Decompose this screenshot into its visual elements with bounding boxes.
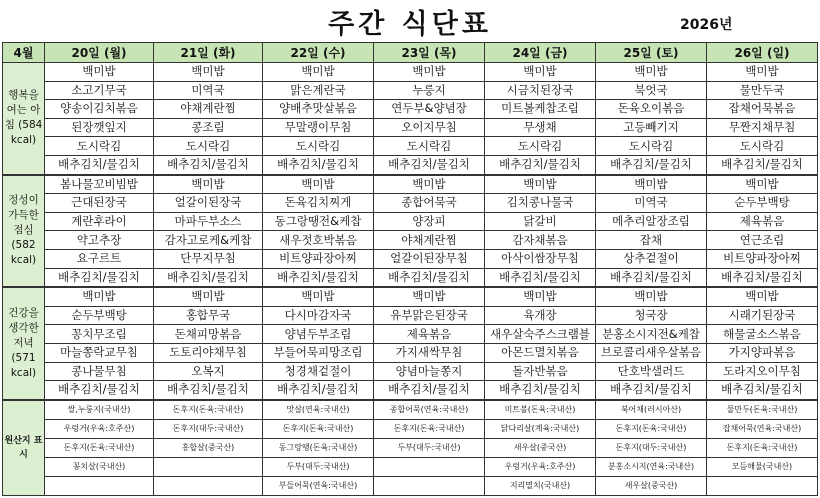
menu-item: 잡채 <box>596 231 707 250</box>
menu-item: 돌자반볶음 <box>485 362 596 381</box>
menu-item: 시금치된장국 <box>485 81 596 100</box>
menu-item: 아삭이쌈장무침 <box>485 249 596 268</box>
menu-item: 마늘쫑락교무침 <box>45 343 154 362</box>
origin-row <box>3 476 818 495</box>
menu-item: 배추김치/물김치 <box>485 268 596 287</box>
menu-item: 고등빼기지 <box>596 118 707 137</box>
origin-item: 미트볼(돈육:국내산) <box>485 400 596 420</box>
origin-item: 잡채어묵(연육:국내산) <box>707 419 818 438</box>
menu-body <box>3 63 818 496</box>
meal-row <box>3 249 818 268</box>
menu-item: 도시락김 <box>596 137 707 156</box>
menu-item: 메추리알장조림 <box>596 212 707 231</box>
menu-item: 오이지무침 <box>374 118 485 137</box>
menu-item: 오복지 <box>154 362 263 381</box>
menu-item: 분홍소시지전&케찹 <box>596 325 707 344</box>
origin-item <box>374 457 485 476</box>
menu-item: 백미밥 <box>596 287 707 306</box>
menu-item: 배추김치/물김치 <box>596 381 707 400</box>
weekly-menu-table <box>2 42 818 496</box>
origin-label: 원산지 표시 <box>3 400 45 496</box>
menu-item: 무생채 <box>485 118 596 137</box>
meal-row <box>3 81 818 100</box>
origin-item: 돈후지(대두:국내산) <box>154 419 263 438</box>
menu-item: 청경채겉절이 <box>263 362 374 381</box>
origin-item: 돈후지(돈육:국내산) <box>374 419 485 438</box>
menu-item: 무짠지채무침 <box>707 118 818 137</box>
meal-row <box>3 325 818 344</box>
origin-item: 돈후지(돈육:국내산) <box>263 419 374 438</box>
menu-item: 미역국 <box>154 81 263 100</box>
meal-row <box>3 100 818 119</box>
menu-item: 해물굴소스볶음 <box>707 325 818 344</box>
menu-item: 백미밥 <box>263 175 374 194</box>
menu-item: 도시락김 <box>45 137 154 156</box>
menu-item: 브로콜리새우살볶음 <box>596 343 707 362</box>
origin-row <box>3 400 818 420</box>
menu-item: 새우살숙주스크램블 <box>485 325 596 344</box>
menu-item: 도시락김 <box>707 137 818 156</box>
origin-item: 두부(대두:국내산) <box>374 438 485 457</box>
origin-item <box>707 476 818 495</box>
origin-item: 동그랑땡(돈육:국내산) <box>263 438 374 457</box>
menu-item: 양념두부조림 <box>263 325 374 344</box>
year-label: 2026년 <box>680 17 733 33</box>
menu-item: 물만두국 <box>707 81 818 100</box>
menu-item: 누룽지 <box>374 81 485 100</box>
origin-item: 우렁거(우육:호주산) <box>485 457 596 476</box>
menu-item: 새우젓호박볶음 <box>263 231 374 250</box>
menu-item: 배추김치/물김치 <box>45 381 154 400</box>
meal-row <box>3 63 818 82</box>
menu-item: 양배추맛살볶음 <box>263 100 374 119</box>
menu-item: 김치콩나물국 <box>485 194 596 213</box>
menu-item: 가지새싹무침 <box>374 343 485 362</box>
meal-row <box>3 194 818 213</box>
meal-row <box>3 287 818 306</box>
meal-row <box>3 212 818 231</box>
menu-item: 배추김치/물김치 <box>263 381 374 400</box>
menu-item: 양송이김치볶음 <box>45 100 154 119</box>
menu-item: 단무지무침 <box>154 249 263 268</box>
meal-row <box>3 381 818 400</box>
origin-item: 돈후지(돈육:국내산) <box>707 438 818 457</box>
menu-item: 야채계란찜 <box>374 231 485 250</box>
month-header: 4월 <box>3 43 45 63</box>
menu-item: 백미밥 <box>707 287 818 306</box>
menu-item: 홍합무국 <box>154 306 263 325</box>
origin-item <box>154 457 263 476</box>
day-header-row <box>3 43 818 63</box>
menu-item: 계란후라이 <box>45 212 154 231</box>
menu-item: 맑은계란국 <box>263 81 374 100</box>
origin-item: 두부(대두:국내산) <box>263 457 374 476</box>
menu-item: 소고기무국 <box>45 81 154 100</box>
day-header: 22일 (수) <box>263 43 374 63</box>
meal-row <box>3 362 818 381</box>
menu-item: 북엇국 <box>596 81 707 100</box>
menu-item: 마파두부소스 <box>154 212 263 231</box>
menu-item: 도라지오이무침 <box>707 362 818 381</box>
menu-item: 연근조림 <box>707 231 818 250</box>
menu-item: 배추김치/물김치 <box>374 381 485 400</box>
menu-item: 가지양파볶음 <box>707 343 818 362</box>
menu-item: 백미밥 <box>596 175 707 194</box>
origin-item: 새우살(중국산) <box>485 438 596 457</box>
day-header: 24일 (금) <box>485 43 596 63</box>
origin-item <box>45 476 154 495</box>
day-header: 23일 (목) <box>374 43 485 63</box>
menu-item: 무말랭이무침 <box>263 118 374 137</box>
meal-label: 행복을 여는 아침 (584 kcal) <box>3 63 45 175</box>
menu-item: 요구르트 <box>45 249 154 268</box>
menu-item: 야채계란찜 <box>154 100 263 119</box>
menu-header <box>0 0 820 42</box>
origin-item: 꽁치살(국내산) <box>45 457 154 476</box>
menu-item: 콩나물무침 <box>45 362 154 381</box>
origin-item: 종합어묵(연육:국내산) <box>374 400 485 420</box>
origin-row <box>3 419 818 438</box>
menu-item: 청국장 <box>596 306 707 325</box>
meal-label: 건강을 생각한 저녁 (571 kcal) <box>3 287 45 400</box>
menu-item: 백미밥 <box>154 175 263 194</box>
menu-item: 배추김치/물김치 <box>45 155 154 174</box>
origin-item: 부들어묵(연육:국내산) <box>263 476 374 495</box>
menu-item: 백미밥 <box>596 63 707 82</box>
menu-item: 미역국 <box>596 194 707 213</box>
menu-item: 상추겉절이 <box>596 249 707 268</box>
menu-item: 제육볶음 <box>707 212 818 231</box>
menu-item: 감자채볶음 <box>485 231 596 250</box>
menu-item: 백미밥 <box>263 63 374 82</box>
origin-item: 우렁거(우육:호주산) <box>45 419 154 438</box>
meal-row <box>3 343 818 362</box>
menu-item: 도토리야채무침 <box>154 343 263 362</box>
menu-item: 백미밥 <box>485 63 596 82</box>
menu-item: 배추김치/물김치 <box>154 381 263 400</box>
origin-item: 닭다리살(계육:국내산) <box>485 419 596 438</box>
menu-item: 닭갈비 <box>485 212 596 231</box>
menu-item: 배추김치/물김치 <box>707 268 818 287</box>
menu-item: 배추김치/물김치 <box>707 381 818 400</box>
menu-item: 잡채어묵볶음 <box>707 100 818 119</box>
menu-item: 배추김치/물김치 <box>45 268 154 287</box>
meal-row <box>3 231 818 250</box>
menu-item: 순두부백탕 <box>45 306 154 325</box>
menu-item: 배추김치/물김치 <box>485 155 596 174</box>
menu-item: 돈육김치찌게 <box>263 194 374 213</box>
menu-item: 도시락김 <box>485 137 596 156</box>
origin-item <box>154 476 263 495</box>
page-title: 주간 식단표 <box>328 9 492 40</box>
menu-item: 배추김치/물김치 <box>596 268 707 287</box>
menu-item: 유부맑은된장국 <box>374 306 485 325</box>
origin-item: 모듬해물(국내산) <box>707 457 818 476</box>
menu-item: 순두부백탕 <box>707 194 818 213</box>
menu-item: 배추김치/물김치 <box>263 155 374 174</box>
menu-item: 배추김치/물김치 <box>154 155 263 174</box>
menu-item: 감자고로케&케찹 <box>154 231 263 250</box>
menu-item: 배추김치/물김치 <box>707 155 818 174</box>
menu-item: 미트볼케찹조림 <box>485 100 596 119</box>
menu-item: 백미밥 <box>154 287 263 306</box>
meal-row <box>3 306 818 325</box>
day-header: 20일 (월) <box>45 43 154 63</box>
origin-item: 북어채(러시아산) <box>596 400 707 420</box>
menu-item: 백미밥 <box>485 287 596 306</box>
menu-item: 백미밥 <box>485 175 596 194</box>
origin-item: 맛살(연육:국내산) <box>263 400 374 420</box>
origin-item: 쌀,누룽지(국내산) <box>45 400 154 420</box>
menu-item: 도시락김 <box>374 137 485 156</box>
origin-item: 홍합살(중국산) <box>154 438 263 457</box>
menu-item: 백미밥 <box>45 63 154 82</box>
menu-item: 시래기된장국 <box>707 306 818 325</box>
menu-item: 동그랑땡전&케찹 <box>263 212 374 231</box>
origin-row <box>3 438 818 457</box>
menu-item: 백미밥 <box>154 63 263 82</box>
origin-item: 새우살(중국산) <box>596 476 707 495</box>
menu-item: 도시락김 <box>154 137 263 156</box>
meal-row <box>3 155 818 174</box>
menu-item: 연두부&양념장 <box>374 100 485 119</box>
origin-item: 돈후지(돈육:국내산) <box>596 419 707 438</box>
menu-item: 배추김치/물김치 <box>263 268 374 287</box>
menu-item: 육개장 <box>485 306 596 325</box>
menu-item: 된장깻잎지 <box>45 118 154 137</box>
menu-item: 단호박샐러드 <box>596 362 707 381</box>
menu-item: 배추김치/물김치 <box>374 155 485 174</box>
origin-item <box>374 476 485 495</box>
menu-item: 봄나물꼬비빔밥 <box>45 175 154 194</box>
menu-item: 배추김치/물김치 <box>596 155 707 174</box>
menu-item: 백미밥 <box>263 287 374 306</box>
origin-item: 돈후지(돈육:국내산) <box>154 400 263 420</box>
menu-item: 종합어묵국 <box>374 194 485 213</box>
menu-item: 백미밥 <box>374 175 485 194</box>
origin-item: 지리멸치(국내산) <box>485 476 596 495</box>
menu-item: 근대된장국 <box>45 194 154 213</box>
menu-item: 비트양파장아찌 <box>263 249 374 268</box>
menu-item: 제육볶음 <box>374 325 485 344</box>
origin-item: 돈후지(대두:국내산) <box>596 438 707 457</box>
menu-item: 돈채피망볶음 <box>154 325 263 344</box>
menu-item: 약고추장 <box>45 231 154 250</box>
menu-item: 얼갈이된장국 <box>154 194 263 213</box>
menu-item: 돈육오이볶음 <box>596 100 707 119</box>
menu-item: 배추김치/물김치 <box>154 268 263 287</box>
meal-row <box>3 118 818 137</box>
origin-item: 물만두(돈육:국내산) <box>707 400 818 420</box>
meal-row <box>3 175 818 194</box>
menu-item: 배추김치/물김치 <box>485 381 596 400</box>
menu-item: 아몬드멸치볶음 <box>485 343 596 362</box>
menu-item: 부들어묵피망조림 <box>263 343 374 362</box>
origin-item: 분홍소시지(연육:국내산) <box>596 457 707 476</box>
menu-item: 양장피 <box>374 212 485 231</box>
origin-row <box>3 457 818 476</box>
menu-item: 콩조림 <box>154 118 263 137</box>
menu-item: 백미밥 <box>374 287 485 306</box>
menu-item: 얼갈이된장무침 <box>374 249 485 268</box>
meal-label: 정성이 가득한 점심 (582 kcal) <box>3 175 45 288</box>
menu-item: 백미밥 <box>45 287 154 306</box>
menu-item: 배추김치/물김치 <box>374 268 485 287</box>
menu-item: 백미밥 <box>374 63 485 82</box>
origin-item: 돈후지(돈육:국내산) <box>45 438 154 457</box>
menu-item: 백미밥 <box>707 63 818 82</box>
menu-item: 비트양파장아찌 <box>707 249 818 268</box>
day-header: 26일 (일) <box>707 43 818 63</box>
menu-item: 꽁치무조림 <box>45 325 154 344</box>
menu-item: 양념마늘쫑지 <box>374 362 485 381</box>
day-header: 21일 (화) <box>154 43 263 63</box>
menu-item: 다시마감자국 <box>263 306 374 325</box>
meal-row <box>3 268 818 287</box>
menu-item: 도시락김 <box>263 137 374 156</box>
day-header: 25일 (토) <box>596 43 707 63</box>
menu-item: 백미밥 <box>707 175 818 194</box>
meal-row <box>3 137 818 156</box>
